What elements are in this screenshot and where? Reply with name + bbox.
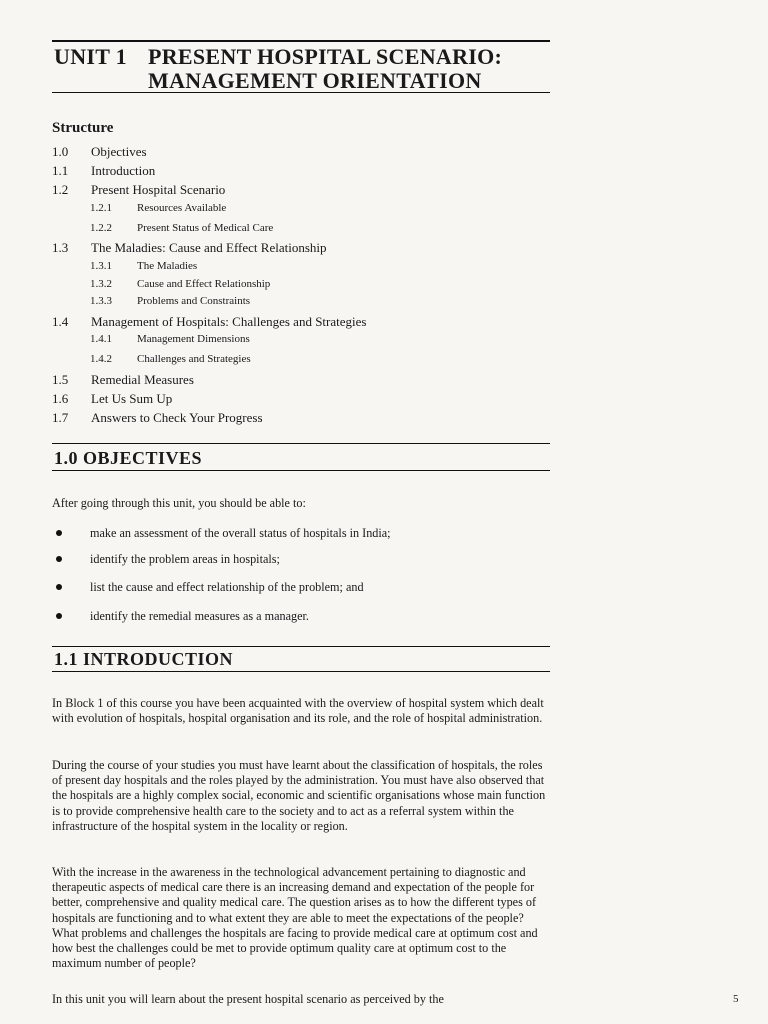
- section-rule-bottom: [52, 671, 550, 672]
- objectives-intro: After going through this unit, you should be able to:: [52, 496, 306, 510]
- header-rule-top: [52, 40, 550, 42]
- intro-paragraph-3: With the increase in the awareness in the technological advancement pertaining to diagnostic and therapeutic aspects of medical care there is an increasing demand and expectation of the people for better, comprehensive and quality medical care. The question arises as to how the different types of hospitals are functioning and to what extent they are able to meet the expectations of the people? What problems and challenges the hospitals are facing to provide medical care at optimum cost and how best the challenges could be met to provide optimum quality care at optimum cost to the maximum number of people?: [52, 865, 538, 971]
- objectives-heading: 1.0 OBJECTIVES: [54, 448, 203, 468]
- bullet-icon: [56, 556, 62, 562]
- intro-paragraph-1: In Block 1 of this course you have been acquainted with the overview of hospital system which dealt with evolution of hospitals, hospital organisation and its role, and the role of hospital administration.: [52, 696, 544, 726]
- intro-paragraph-2: During the course of your studies you must have learnt about the classification of hospitals, the roles of present day hospitals and the roles played by the administration. You must have also observed that the hospitals are a highly complex social, economic and scientific organisations whose main function is to provide comprehensive health care to the society and to act as a referral system within the infrastructure of the hospital system in the locality or region.: [52, 758, 546, 833]
- bullet-icon: [56, 584, 62, 590]
- section-rule-top: [52, 443, 550, 444]
- unit-label: UNIT 1: [54, 44, 127, 69]
- unit-title-line2: MANAGEMENT ORIENTATION: [148, 68, 482, 93]
- introduction-heading: 1.1 INTRODUCTION: [54, 649, 234, 669]
- section-rule-top: [52, 646, 550, 647]
- bullet-icon: [56, 530, 62, 536]
- bullet-icon: [56, 613, 62, 619]
- page-number: 5: [733, 993, 739, 1005]
- intro-paragraph-4: In this unit you will learn about the present hospital scenario as perceived by the: [52, 992, 444, 1006]
- unit-title-line1: PRESENT HOSPITAL SCENARIO:: [148, 44, 503, 69]
- section-rule-bottom: [52, 470, 550, 471]
- structure-heading: Structure: [52, 120, 114, 136]
- document-page: UNIT 1 PRESENT HOSPITAL SCENARIO: MANAGEMENT ORIENTATION Structure 1.0 Objectives 1.1 Introduction 1.2 Present Hospital Scenario 1.2.1 Resources Available 1.2.2 Present Status of Medical Care 1.3 The Maladies: Cause and Effect Relationship 1.3.1 The Maladies 1.3.2 Cause and Effect Relationship 1.3.3 Problems and Constraints 1.4 Management of Hospitals: Challenges and Strategies 1.4.1 Management Dimensions 1.4.2 Challenges and Strategies 1.5 Remedial Measures 1.6 Let Us Sum Up 1.7 Answers to Check Your Progress 1.0 OBJECTIVES After going through this unit, you should be able to: make an assessment of the overall status of hospitals in India; identify the problem areas in hospitals; list the cause and effect relationship of the problem; and identify the remedial measures as a manager. 1.1 INTRODUCTION In Block 1 of this course you have been acquainted with the overview of hospital system which dealt with evolution of hospitals, hospital organisation and its role, and the role of hospital administration. During the course of your studies you must have learnt about the classification of hospitals, the roles of present day hospitals and the roles played by the administration. You must have also observed that the hospitals are a highly complex social, economic and scientific organisations whose main function is to provide comprehensive health care to the society and to act as a referral system within the infrastructure of the hospital system in the locality or region. With the increase in the awareness in the technological advancement pertaining to diagnostic and therapeutic aspects of medical care there is an increasing demand and expectation of the people for better, comprehensive and quality medical care. The question arises as to how the different types of hospitals are functioning and to what extent they are able to meet the expectations of the people? What problems and challenges the hospitals are facing to provide medical care at optimum cost and how best the challenges could be met to provide optimum quality care at optimum cost to the maximum number of people? In this unit you will learn about the present hospital scenario as perceived by the 5: [0, 0, 768, 1024]
- header-rule-bottom: [52, 92, 550, 93]
